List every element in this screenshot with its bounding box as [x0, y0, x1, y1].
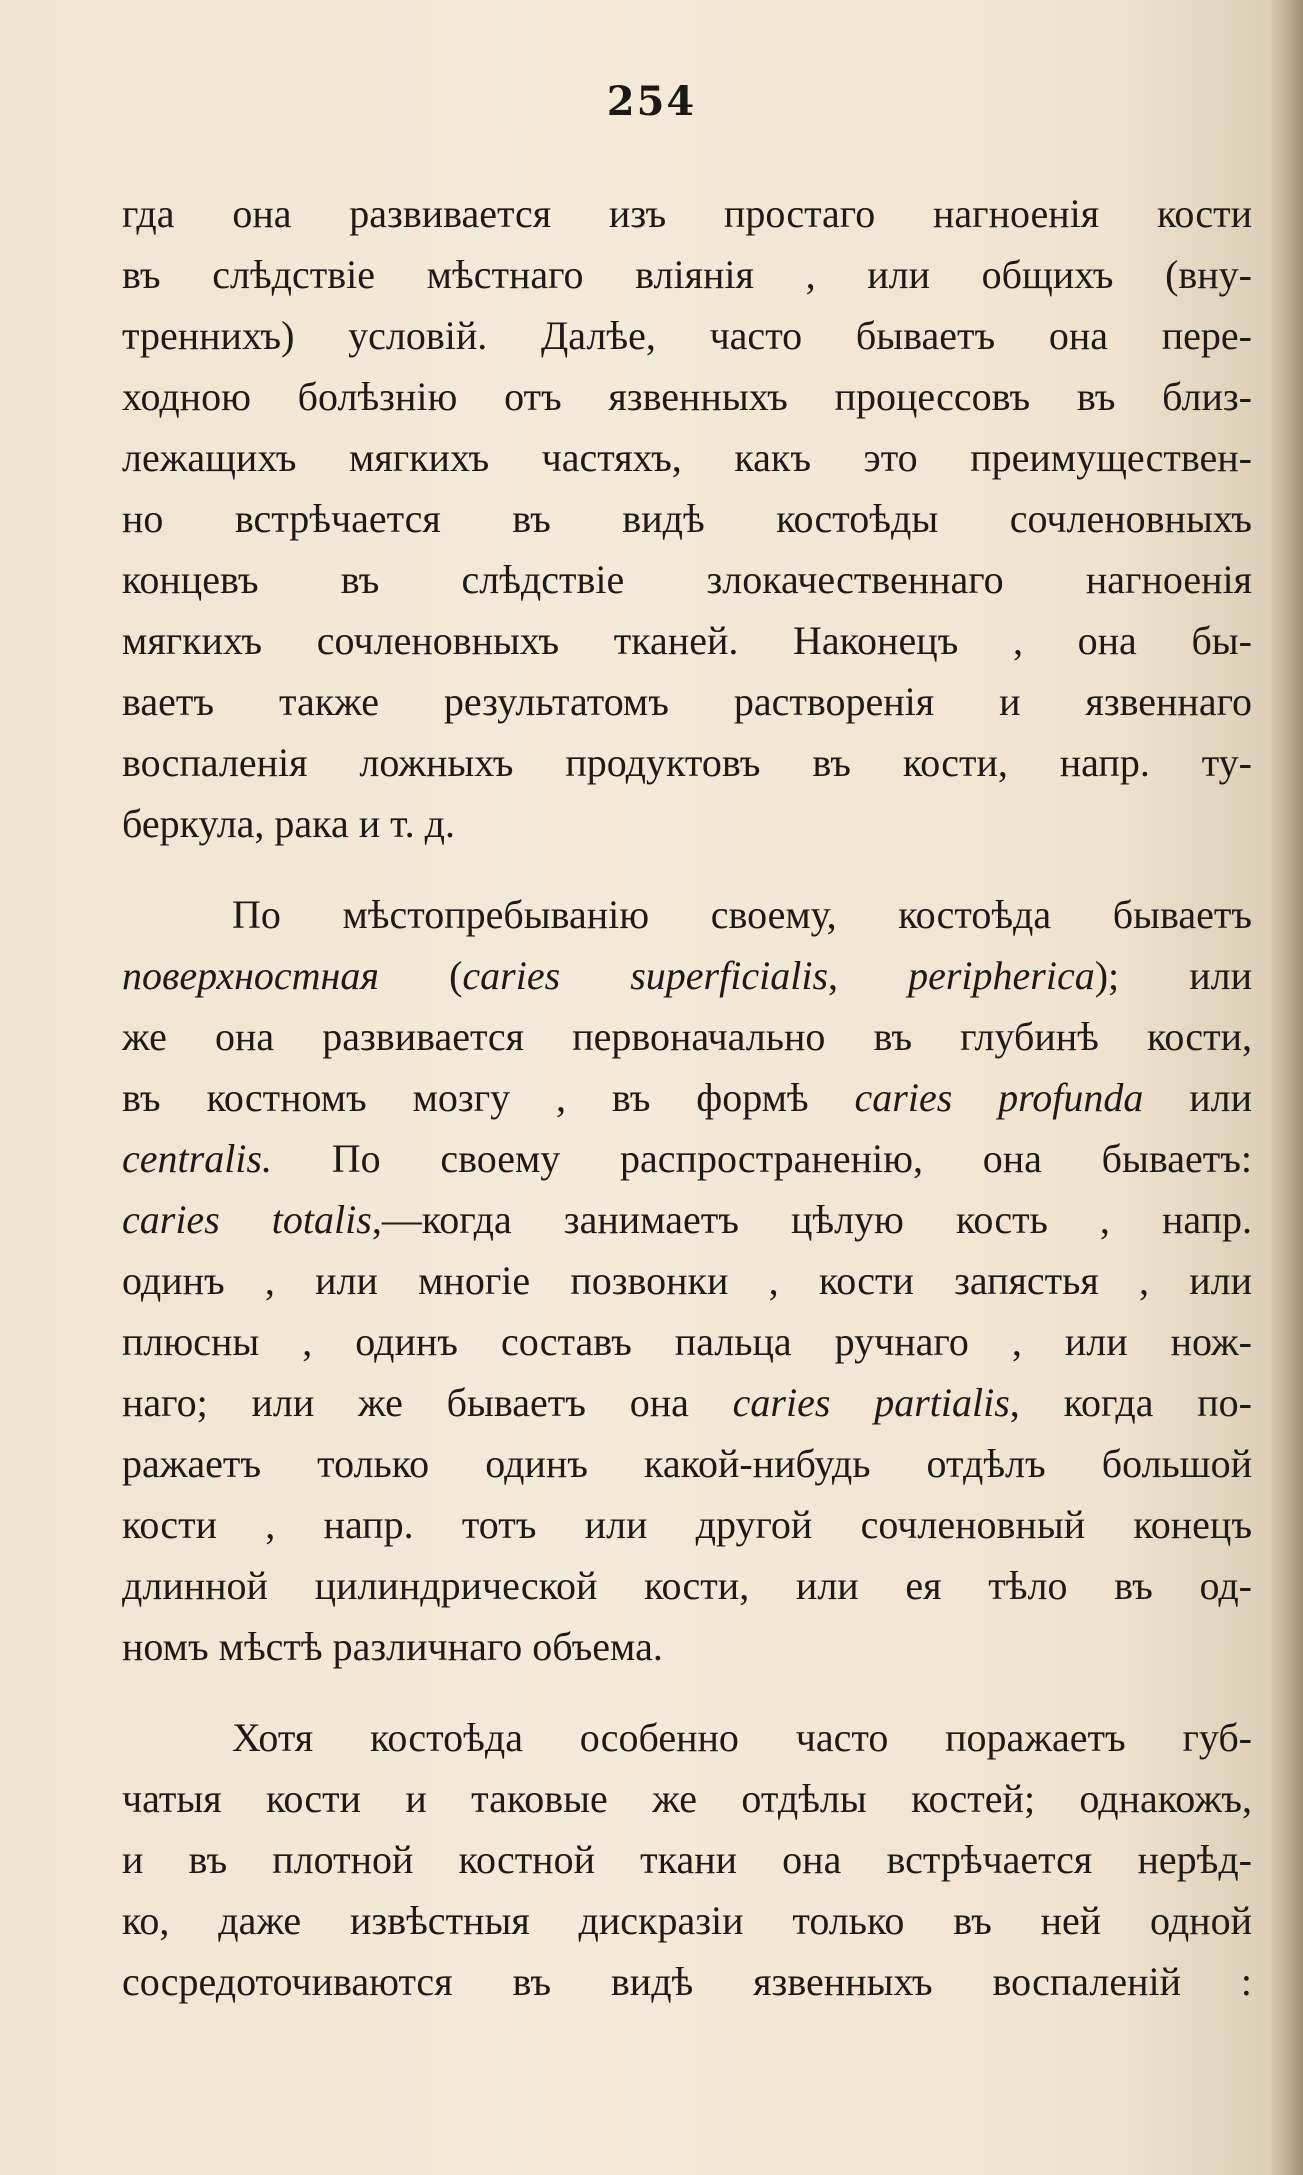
- text-line: [122, 945, 1252, 1006]
- page-number: 254: [606, 78, 697, 125]
- text-line: сосредоточиваются въ видѣ язвенныхъ воспаленій :: [122, 1959, 1252, 2004]
- text-line: и въ плотной костной ткани она встрѣчается нерѣд-: [122, 1837, 1252, 1882]
- text-segment: , когда по-: [1009, 1380, 1252, 1425]
- italic-term: поверхностная: [122, 953, 379, 998]
- text-line: концевъ въ слѣдствіе злокачественнаго нагноенія: [122, 557, 1252, 602]
- italic-term: caries profunda: [854, 1075, 1144, 1120]
- text-line: чатыя кости и таковые же отдѣлы костей; однакожъ,: [122, 1776, 1252, 1821]
- text-line: [122, 1372, 1252, 1433]
- text-line: плюсны , одинъ составъ пальца ручнаго , или нож-: [122, 1319, 1252, 1364]
- text-line: гда она развивается изъ простаго нагноенія кости: [122, 191, 1252, 236]
- text-line: воспаленія ложныхъ продуктовъ въ кости, напр. ту-: [122, 740, 1252, 785]
- italic-term: caries totalis: [122, 1197, 372, 1242]
- text-line: лежащихъ мягкихъ частяхъ, какъ это преимуществен-: [122, 435, 1252, 480]
- paragraph-gap: [122, 854, 1252, 884]
- text-line: ко, даже извѣстныя дискразіи только въ ней одной: [122, 1898, 1252, 1943]
- text-line: треннихъ) условій. Далѣе, часто бываетъ она пере-: [122, 313, 1252, 358]
- italic-term: caries partialis: [732, 1380, 1010, 1425]
- italic-term: caries superficialis: [462, 953, 829, 998]
- text-line: По мѣстопребыванію своему, костоѣда бываетъ: [232, 892, 1252, 937]
- text-line: [122, 1067, 1252, 1128]
- text-line: кости , напр. тотъ или другой сочленовный конецъ: [122, 1502, 1252, 1547]
- text-segment: наго; или же бываетъ она: [122, 1380, 733, 1425]
- text-line: ходною болѣзнію отъ язвенныхъ процессовъ въ близ-: [122, 374, 1252, 419]
- body-text: [122, 183, 1252, 2012]
- text-segment: или: [1143, 1075, 1252, 1120]
- text-line: беркула, рака и т. д.: [122, 801, 455, 846]
- text-line: ваетъ также результатомъ растворенія и язвеннаго: [122, 679, 1252, 724]
- text-line: длинной цилиндрической кости, или ея тѣло въ од-: [122, 1563, 1252, 1608]
- text-line: номъ мѣстѣ различнаго объема.: [122, 1624, 663, 1669]
- text-segment: ,: [828, 953, 909, 998]
- text-line: [122, 1128, 1252, 1189]
- text-line: одинъ , или многіе позвонки , кости запястья , или: [122, 1258, 1252, 1303]
- text-line: ражаетъ только одинъ какой-нибудь отдѣлъ большой: [122, 1441, 1252, 1486]
- text-line: [122, 1189, 1252, 1250]
- text-line: Хотя костоѣда особенно часто поражаетъ губ-: [232, 1715, 1252, 1760]
- text-line: же она развивается первоначально въ глубинѣ кости,: [122, 1014, 1252, 1059]
- text-segment: ); или: [1094, 953, 1252, 998]
- text-segment: (: [379, 953, 463, 998]
- italic-term: centralis.: [122, 1136, 272, 1181]
- paragraph-gap: [122, 1677, 1252, 1707]
- text-segment: ,—когда занимаетъ цѣлую кость , напр.: [371, 1197, 1252, 1242]
- text-segment: въ костномъ мозгу , въ формѣ: [122, 1075, 855, 1120]
- text-line: въ слѣдствіе мѣстнаго вліянія , или общихъ (вну-: [122, 252, 1252, 297]
- text-segment: По своему распространенію, она бываетъ:: [271, 1136, 1252, 1181]
- page-edge-shadow: [1269, 0, 1303, 2175]
- italic-term: peripherica: [908, 953, 1095, 998]
- text-line: но встрѣчается въ видѣ костоѣды сочленовныхъ: [122, 496, 1252, 541]
- text-line: мягкихъ сочленовныхъ тканей. Наконецъ , она бы-: [122, 618, 1252, 663]
